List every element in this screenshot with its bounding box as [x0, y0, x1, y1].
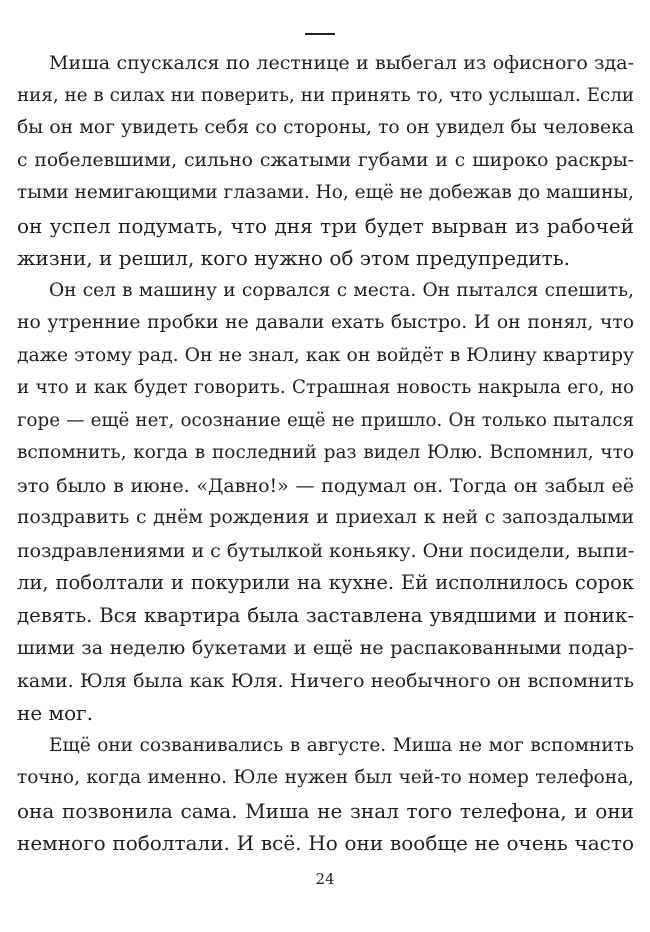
text-line: Ещё они созванивались в августе. Миша не мог вспомнить [49, 734, 634, 756]
text-line: поздравить с днём рождения и приехал к ней с запоздалыми [17, 507, 634, 528]
paragraph [17, 47, 634, 275]
text-line: и что и как будет говорить. Страшная новость накрыла его, но [17, 377, 634, 398]
text-line: девять. Вся квартира была заставлена увядшими и поник- [17, 603, 634, 627]
text-line: он успел подумать, что дня три будет вырван из рабочей [17, 213, 634, 238]
text-line: точно, когда именно. Юле нужен был чей-то номер телефона, [17, 767, 634, 788]
text-line: но утренние пробки не давали ехать быстро. И он понял, что [17, 312, 634, 333]
text-line: она позвонила сама. Миша не знал того телефона, и они [17, 798, 634, 823]
text-line: жизни, и решил, кого нужно об этом предупредить. [17, 246, 570, 270]
text-line: Он сел в машину и сорвался с места. Он пытался спешить, [49, 279, 634, 301]
text-line: Миша спускался по лестнице и выбегал из офисного зда- [49, 52, 634, 74]
text-line: бы он мог увидеть себя со стороны, то он увидел бы человека [17, 117, 634, 138]
paragraph [17, 275, 634, 730]
text-line: даже этому рад. Он не знал, как он войдёт в Юлину квартиру [17, 344, 634, 366]
text-line: ния, не в силах ни поверить, ни принять то, что услышал. Если [17, 84, 634, 106]
text-line: не мог. [17, 701, 93, 725]
text-line: тыми немигающими глазами. Но, ещё не добежав до машины, [17, 182, 635, 203]
text-line: ли, поболтали и покурили на кухне. Ей исполнилось сорок [17, 571, 634, 594]
page-number: 24 [315, 870, 335, 888]
text-line: с побелевшими, сильно сжатыми губами и с широко раскры- [17, 149, 634, 171]
text-line: горе — ещё нет, осознание ещё не пришло. Он только пытался [17, 409, 634, 431]
paragraph [17, 730, 634, 860]
text-line: это было в июне. «Давно!» — подумал он. Тогда он забыл её [17, 474, 634, 497]
body-text [17, 47, 634, 860]
section-divider-dash [305, 33, 335, 35]
text-line: ками. Юля была как Юля. Ничего необычного он вспомнить [17, 669, 634, 692]
text-line: вспомнить, когда в последний раз видел Юлю. Вспомнил, что [17, 442, 634, 463]
text-line: шими за неделю букетами и ещё не распакованными подар- [17, 637, 634, 659]
text-line: поздравлениями и с бутылкой коньяку. Они посидели, выпи- [17, 539, 635, 562]
text-line: немного поболтали. И всё. Но они вообще не очень часто [17, 831, 634, 855]
